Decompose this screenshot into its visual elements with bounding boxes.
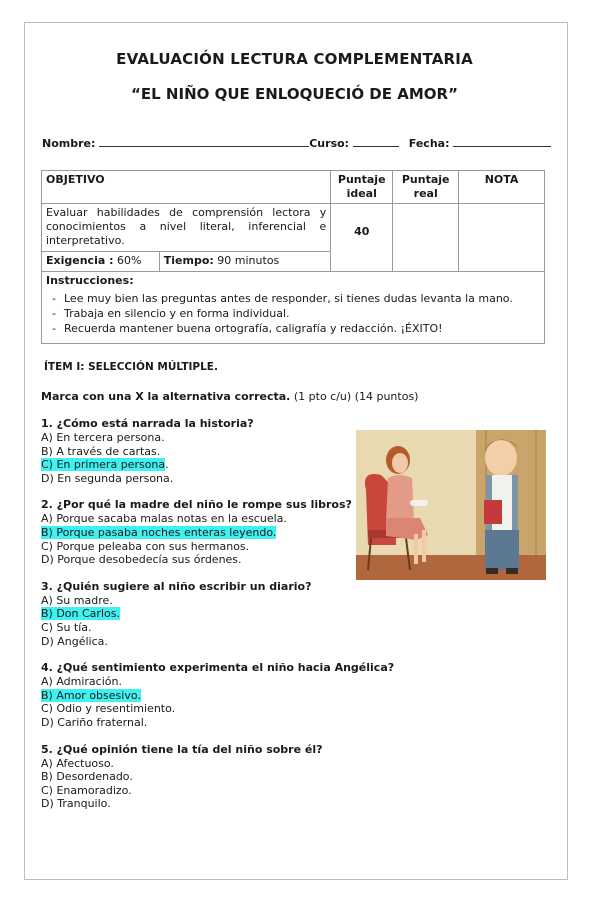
nombre-label: Nombre: (42, 137, 96, 150)
curso-label: Curso: (309, 137, 350, 150)
item-instruction-points: (1 pto c/u) (14 puntos) (290, 390, 419, 403)
fecha-label: Fecha: (408, 137, 450, 150)
question-block (41, 498, 361, 566)
puntaje-ideal-value: 40 (331, 204, 393, 272)
answer-option[interactable] (41, 553, 361, 567)
answer-option[interactable] (41, 716, 361, 730)
instrucciones-label: Instrucciones: (46, 274, 134, 287)
answer-option-label: D) En segunda persona. (41, 471, 174, 485)
answer-option[interactable] (41, 458, 361, 472)
answer-option-label: C) Enamoradizo. (41, 783, 132, 797)
question-block (41, 661, 395, 729)
answer-option[interactable] (41, 621, 361, 635)
answer-option-label: A) En tercera persona. (41, 431, 165, 444)
answer-option[interactable] (41, 445, 361, 459)
question-text: 1. ¿Cómo está narrada la historia? (41, 417, 254, 430)
answer-option[interactable] (41, 635, 361, 649)
puntaje-real-cell[interactable] (393, 204, 459, 272)
tiempo-value: 90 minutos (217, 254, 280, 267)
puntaje-ideal-header: Puntaje ideal (331, 171, 393, 204)
fecha-field[interactable] (453, 137, 551, 147)
nota-cell[interactable] (459, 204, 545, 272)
question-text: 4. ¿Qué sentimiento experimenta el niño hacia Angélica? (41, 661, 395, 675)
answer-option-label: D) Angélica. (41, 634, 108, 648)
tiempo-cell (159, 252, 330, 272)
objetivo-text: Evaluar habilidades de comprensión lectora y conocimientos a nivel literal, inferencial e interpretativo. (42, 204, 331, 252)
answer-option-label: D) Cariño fraternal. (41, 715, 148, 729)
answer-option[interactable] (41, 540, 361, 554)
answer-option-label: B) Porque pasaba noches enteras leyendo. (41, 525, 277, 539)
instruccion-item: - Recuerda mantener buena ortografía, caligrafía y redacción. ¡ÉXITO! (46, 321, 540, 336)
answer-option[interactable] (41, 594, 361, 608)
instrucciones-list (46, 291, 540, 336)
answer-option-label: A) Afectuoso. (41, 756, 114, 770)
book-illustration-icon (356, 430, 546, 592)
answer-option[interactable] (41, 784, 361, 798)
instrucciones-cell (42, 272, 545, 344)
puntaje-real-header: Puntaje real (393, 171, 459, 204)
curso-field[interactable] (353, 137, 399, 147)
item-instruction-bold: Marca con una X la alternativa correcta. (41, 390, 291, 403)
answer-option-label: A) Porque sacaba malas notas en la escuela. (41, 512, 287, 526)
item-instruction (41, 390, 418, 403)
answer-option-trail: . (165, 458, 169, 472)
answer-option-label: A) Su madre. (41, 593, 113, 607)
answer-option[interactable] (41, 689, 361, 703)
answer-option[interactable] (41, 512, 361, 526)
answer-option-label: D) Tranquilo. (41, 797, 111, 811)
answer-option-label: C) Su tía. (41, 620, 92, 634)
instruccion-item: - Lee muy bien las preguntas antes de responder, si tienes dudas levanta la mano. (46, 291, 540, 306)
answer-option[interactable] (41, 757, 361, 771)
question-text: 2. ¿Por qué la madre del niño le rompe sus libros? (41, 498, 352, 512)
question-list (41, 417, 395, 824)
answer-option-label: C) Odio y resentimiento. (41, 702, 176, 716)
answer-option-label: B) Don Carlos. (41, 607, 120, 621)
answer-option[interactable] (41, 607, 361, 621)
answer-option[interactable] (41, 797, 361, 811)
answer-option-label: B) Amor obsesivo. (41, 688, 141, 702)
answer-option[interactable] (41, 431, 361, 445)
story-illustration (356, 430, 546, 592)
exigencia-cell (42, 252, 160, 272)
answer-option[interactable] (41, 702, 361, 716)
question-block (41, 580, 361, 648)
answer-option-label: B) A través de cartas. (41, 444, 161, 458)
answer-option[interactable] (41, 526, 361, 540)
answer-option-label: A) Admiración. (41, 675, 122, 689)
answer-option-label: C) En primera persona (41, 458, 166, 472)
answer-option-label: C) Porque peleaba con sus hermanos. (41, 539, 250, 553)
book-title: “EL NIÑO QUE ENLOQUECIÓ DE AMOR” (131, 85, 458, 103)
student-info-line (42, 137, 551, 150)
answer-option[interactable] (41, 770, 361, 784)
question-block (41, 743, 361, 811)
answer-option-label: B) Desordenado. (41, 770, 133, 784)
page-title: EVALUACIÓN LECTURA COMPLEMENTARIA (116, 50, 473, 68)
answer-option[interactable] (41, 675, 361, 689)
exigencia-label: Exigencia : (46, 254, 114, 267)
question-text: 3. ¿Quién sugiere al niño escribir un diario? (41, 579, 312, 593)
objective-table (41, 170, 545, 344)
exigencia-value: 60% (117, 254, 142, 267)
nombre-field[interactable] (99, 137, 309, 147)
question-block (41, 417, 361, 485)
instruccion-item: - Trabaja en silencio y en forma individual. (46, 306, 540, 321)
answer-option[interactable] (41, 472, 361, 486)
objetivo-header: OBJETIVO (42, 171, 331, 204)
item-heading: ÍTEM I: SELECCIÓN MÚLTIPLE. (44, 361, 218, 373)
nota-header: NOTA (459, 171, 545, 204)
answer-option-label: D) Porque desobedecía sus órdenes. (41, 553, 242, 567)
question-text: 5. ¿Qué opinión tiene la tía del niño sobre él? (41, 742, 323, 756)
tiempo-label: Tiempo: (163, 254, 214, 267)
